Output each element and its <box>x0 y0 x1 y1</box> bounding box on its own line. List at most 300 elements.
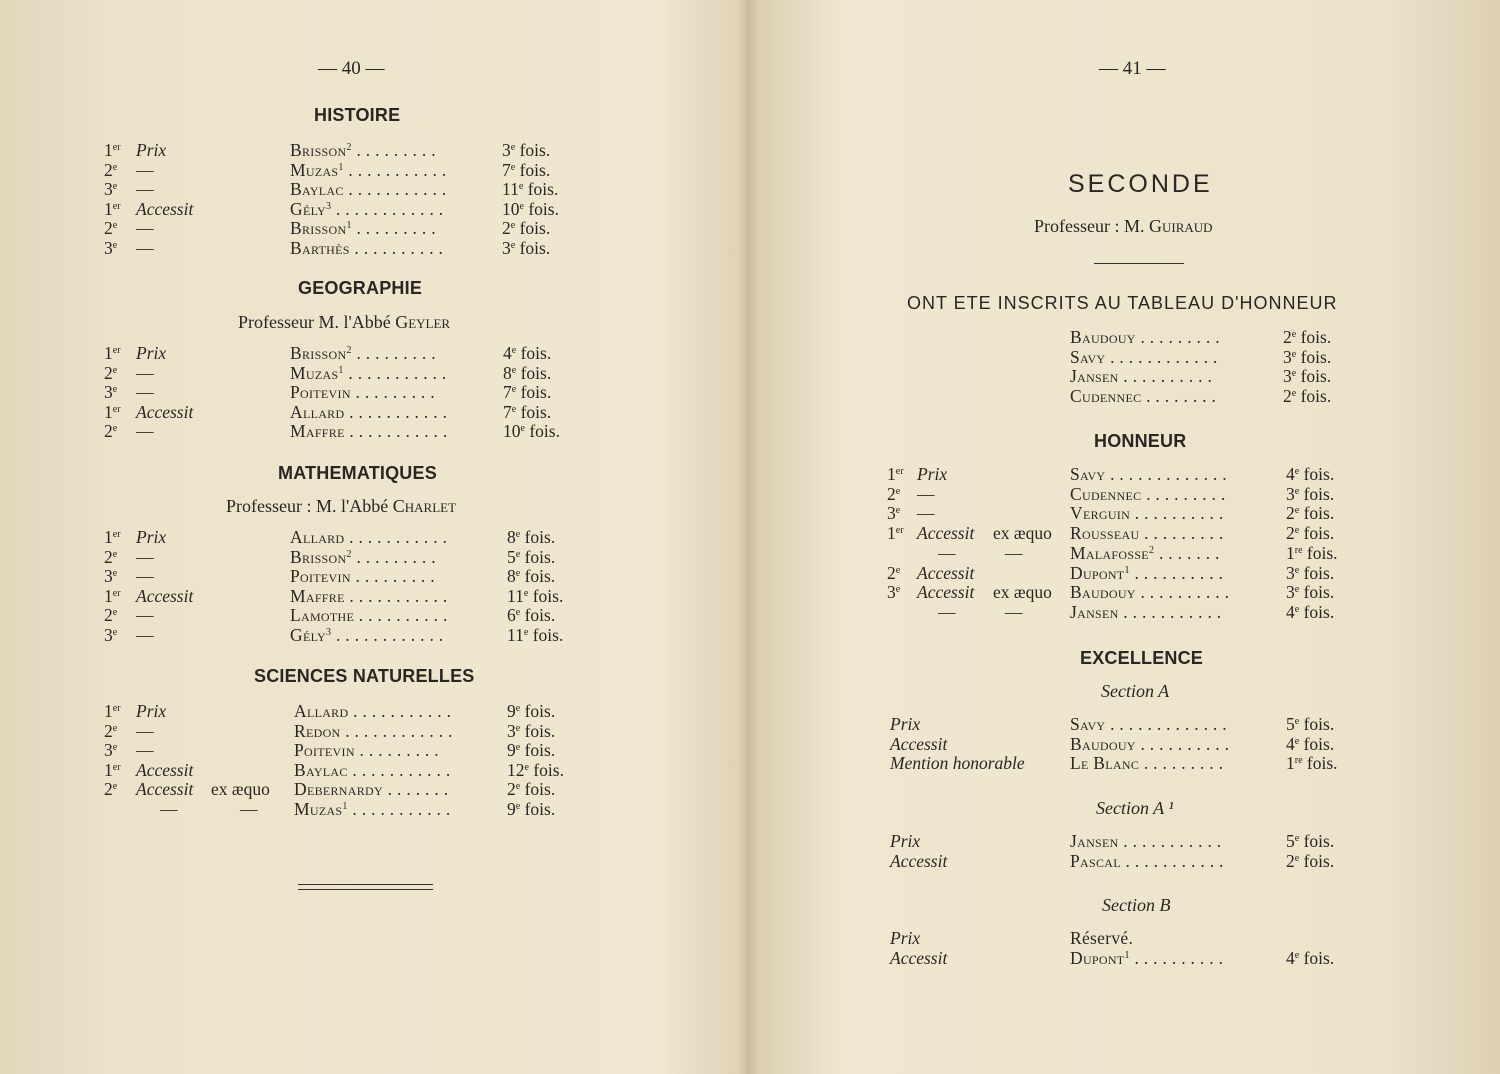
ordinal-suffix: e <box>518 181 524 193</box>
list-item <box>0 740 748 760</box>
dot-leader: . . . . . . . <box>1154 542 1220 563</box>
times-count: 3e fois. <box>1286 483 1335 504</box>
dot-leader: . . . . . . . . . . . <box>343 179 447 200</box>
student-name: Allard . . . . . . . . . . . <box>290 527 448 547</box>
ordinal-suffix: e <box>1294 949 1300 961</box>
footnote-mark: 2 <box>346 345 352 356</box>
student-name: Muzas$^1$ . . . . . . . . . . . <box>290 362 447 383</box>
section-label-a: Section A <box>1101 681 1170 701</box>
list-item <box>0 566 748 586</box>
dot-leader: . . . . . . . . . . <box>1135 733 1230 754</box>
times-count: 2e fois. <box>1286 523 1335 544</box>
student-name: Baudouy . . . . . . . . . . <box>1070 582 1230 603</box>
times-count: 3e fois. <box>1286 562 1335 583</box>
list-item <box>752 523 1500 543</box>
footnote-mark: 1 <box>1124 949 1130 961</box>
dot-leader: . . . . . . . . . . . <box>347 759 451 780</box>
rank-suffix: er <box>112 403 121 415</box>
award-label: — <box>136 238 154 258</box>
list-item <box>752 347 1500 367</box>
list-item <box>0 701 748 721</box>
dot-leader: . . . . . . . . . . <box>1130 503 1224 524</box>
award-label: — <box>136 218 154 239</box>
award-label: Prix <box>136 140 167 160</box>
rank-suffix: e <box>112 722 118 734</box>
rank-number: 2e <box>104 362 118 383</box>
times-count: 4e fois. <box>1286 733 1335 754</box>
footnote-mark: 3 <box>325 627 332 638</box>
rank-suffix: e <box>112 423 118 435</box>
times-count: 3e fois. <box>502 140 551 160</box>
ordinal-suffix: e <box>523 587 529 599</box>
student-name: Baylac . . . . . . . . . . . <box>294 759 451 780</box>
rank-suffix: er <box>112 703 121 714</box>
student-name: Pascal . . . . . . . . . . . <box>1070 850 1224 871</box>
student-name: Poitevin . . . . . . . . . <box>294 740 439 761</box>
footnote-mark: 1 <box>346 220 352 232</box>
dot-leader: . . . . . . . . . . <box>1135 582 1230 603</box>
rank-number: 2e <box>104 779 118 800</box>
times-count: 2e fois. <box>1283 327 1332 347</box>
award-label: Prix <box>136 343 167 363</box>
times-count: 4e fois. <box>1286 947 1335 968</box>
list-item <box>752 602 1500 622</box>
ordinal-suffix: e <box>519 200 524 212</box>
student-name: Redon . . . . . . . . . . . . <box>294 720 453 741</box>
ordinal-suffix: e <box>1294 466 1300 477</box>
list-item <box>752 503 1500 523</box>
dot-leader: . . . . . . . . . . . <box>343 362 447 383</box>
award-label: — <box>938 601 956 622</box>
dot-leader: . . . . . . . . . <box>1139 753 1224 774</box>
award-label: Prix <box>136 527 167 547</box>
dot-leader: . . . . . . . . . . <box>1118 366 1213 387</box>
times-count: 2e fois. <box>1286 503 1335 524</box>
list-item <box>752 563 1500 583</box>
list-item <box>0 199 748 219</box>
award-label: Prix <box>890 831 921 851</box>
rank-suffix: e <box>112 220 118 232</box>
double-rule-top <box>298 884 433 885</box>
dot-leader: . . . . . . . . . . . <box>344 585 448 606</box>
times-count: 9e fois. <box>507 799 556 819</box>
ordinal-suffix: e <box>515 607 521 619</box>
dot-leader: . . . . . . . . . . . <box>344 421 448 442</box>
rank-number: 2e <box>887 562 901 583</box>
ordinal-suffix: e <box>1294 584 1300 596</box>
award-label: — <box>917 503 935 524</box>
dot-leader: . . . . . . . . . . . <box>344 401 448 422</box>
list-item <box>0 382 748 402</box>
student-name: Dupont$^1$ . . . . . . . . . . <box>1070 947 1224 968</box>
award-label: — <box>136 625 154 645</box>
dot-leader: . . . . . . . . . . <box>349 238 444 258</box>
award-label: Prix <box>890 928 921 948</box>
dot-leader: . . . . . . . . . . . <box>343 159 447 180</box>
student-name: Baylac . . . . . . . . . . . <box>290 179 447 200</box>
section-title-mathematiques: MATHEMATIQUES <box>278 463 437 483</box>
footnote-mark: 1 <box>338 161 344 173</box>
rank-suffix: e <box>112 181 118 193</box>
dot-leader: . . . . . . . . . . <box>1129 947 1224 968</box>
rank-suffix: e <box>895 505 901 517</box>
rank-number: 3e <box>887 582 901 603</box>
ordinal-suffix: e <box>515 529 521 540</box>
list-item <box>752 327 1500 347</box>
times-count: 1re fois. <box>1286 753 1338 774</box>
rank-number: 1er <box>887 523 904 544</box>
student-name: Cudennec . . . . . . . . <box>1070 385 1217 406</box>
rank-suffix: er <box>112 529 121 540</box>
dot-leader: . . . . . . . . . . . <box>1118 831 1222 851</box>
rank-suffix: e <box>112 627 118 638</box>
dot-leader: . . . . . . . . . . . . <box>340 720 453 741</box>
student-name: Muzas$^1$ . . . . . . . . . . . <box>294 799 451 819</box>
rank-number: 3e <box>104 566 118 587</box>
student-name: Réservé. <box>1070 928 1134 948</box>
award-label: — <box>136 566 154 587</box>
award-label: Accessit <box>136 779 194 800</box>
professor-name: Charlet <box>392 496 457 516</box>
list-item <box>0 402 748 422</box>
list-item <box>0 625 748 645</box>
student-name: Brisson$^2$ . . . . . . . . . <box>290 140 436 160</box>
ordinal-suffix: e <box>515 703 521 714</box>
separator-rule <box>1094 263 1184 264</box>
list-item <box>0 605 748 625</box>
times-count: 4e fois. <box>1286 464 1335 484</box>
award-label: Accessit <box>917 582 975 603</box>
list-item <box>752 851 1500 871</box>
rank-number: 1er <box>104 343 121 363</box>
ex-aequo-label: — <box>1005 542 1023 563</box>
student-name: Maffre . . . . . . . . . . . <box>290 585 448 606</box>
page-40 <box>0 0 748 1074</box>
dot-leader: . . . . . . . . . . . <box>1118 601 1222 622</box>
ordinal-suffix: e <box>510 161 516 173</box>
times-count: 8e fois. <box>507 566 556 587</box>
rank-suffix: e <box>112 240 118 251</box>
rank-suffix: e <box>112 384 118 396</box>
rank-suffix: er <box>112 345 121 356</box>
student-name: Rousseau . . . . . . . . . <box>1070 523 1224 544</box>
times-count: 9e fois. <box>507 740 556 761</box>
times-count: 7e fois. <box>502 159 551 180</box>
rank-number: 1er <box>104 401 121 422</box>
professor-geographie: Professeur M. l'Abbé Geyler <box>238 312 451 332</box>
times-count: 11e fois. <box>507 585 564 606</box>
award-label: Accessit <box>136 198 194 219</box>
dot-leader: . . . . . . . . . <box>350 566 435 587</box>
ordinal-suffix: e <box>1294 603 1300 615</box>
class-title: SECONDE <box>1068 170 1213 198</box>
award-label: — <box>160 799 178 819</box>
ordinal-suffix: e <box>523 627 529 638</box>
rank-number: 2e <box>104 159 118 180</box>
times-count: 3e fois. <box>502 238 551 258</box>
list-item <box>0 721 748 741</box>
rank-suffix: er <box>895 525 904 537</box>
award-label: Accessit <box>917 523 975 544</box>
student-name: Muzas$^1$ . . . . . . . . . . . <box>290 159 447 180</box>
section-label-a1: Section A ¹ <box>1096 798 1174 818</box>
section-title-honneur: HONNEUR <box>1094 431 1187 451</box>
award-label: Accessit <box>890 733 948 754</box>
student-name: Poitevin . . . . . . . . . <box>290 382 435 403</box>
ordinal-suffix: e <box>1291 348 1297 360</box>
award-label: Accessit <box>917 562 975 583</box>
ordinal-suffix: e <box>510 142 516 153</box>
rank-number: 2e <box>104 720 118 741</box>
ordinal-suffix: re <box>1294 755 1303 767</box>
ordinal-suffix: e <box>1294 564 1300 576</box>
list-item <box>752 366 1500 386</box>
ordinal-suffix: re <box>1294 544 1303 556</box>
award-label: Accessit <box>136 585 194 606</box>
rank-number: 3e <box>104 625 118 645</box>
dot-leader: . . . . . . . . . <box>354 740 439 761</box>
footnote-mark: 3 <box>325 200 332 212</box>
list-item <box>752 484 1500 504</box>
dot-leader: . . . . . . . . . . . . . <box>1105 714 1227 734</box>
ordinal-suffix: e <box>1294 833 1300 844</box>
times-count: 10e fois. <box>503 421 560 442</box>
ex-aequo-label: — <box>240 799 258 819</box>
student-name: Poitevin . . . . . . . . . <box>290 566 435 587</box>
dot-leader: . . . . . . . . . <box>351 343 436 363</box>
dot-leader: . . . . . . . . . . . . <box>331 198 444 219</box>
rank-suffix: e <box>112 161 118 173</box>
student-name: Savy . . . . . . . . . . . . . <box>1070 464 1227 484</box>
footnote-mark: 1 <box>338 364 344 376</box>
dot-leader: . . . . . . . . . <box>1141 483 1226 504</box>
student-name: Cudennec . . . . . . . . . <box>1070 483 1226 504</box>
list-item <box>0 760 748 780</box>
footnote-mark: 2 <box>1148 544 1155 556</box>
list-item <box>0 343 748 363</box>
footnote-mark: 2 <box>346 142 352 153</box>
rank-suffix: e <box>895 584 901 596</box>
rank-number: 1er <box>104 759 121 780</box>
award-label: — <box>917 483 935 504</box>
award-label: — <box>136 382 154 403</box>
dot-leader: . . . . . . . . . <box>351 140 436 160</box>
dot-leader: . . . . . . . . . . . . <box>1105 346 1218 367</box>
ordinal-suffix: e <box>510 240 516 251</box>
times-count: 3e fois. <box>1283 366 1332 387</box>
award-label: Accessit <box>136 759 194 780</box>
dot-leader: . . . . . . . . . <box>1135 327 1220 347</box>
dot-leader: . . . . . . . . . . . <box>344 527 448 547</box>
times-count: 12e fois. <box>507 759 564 780</box>
ordinal-suffix: e <box>1291 329 1297 340</box>
times-count: 10e fois. <box>502 198 559 219</box>
times-count: 2e fois. <box>1286 850 1335 871</box>
rank-number: 2e <box>104 421 118 442</box>
rank-suffix: er <box>112 761 121 773</box>
section-title-sciences-naturelles: SCIENCES NATURELLES <box>254 666 475 686</box>
times-count: 5e fois. <box>1286 831 1335 851</box>
list-item <box>0 160 748 180</box>
list-item <box>752 543 1500 563</box>
student-name: Malafosse$^2$ . . . . . . . <box>1070 542 1220 563</box>
award-label: — <box>938 542 956 563</box>
section-label-b: Section B <box>1102 895 1171 915</box>
student-name: Jansen . . . . . . . . . . <box>1070 366 1213 387</box>
list-item <box>0 547 748 567</box>
award-label: Accessit <box>890 947 948 968</box>
footnote-mark: 1 <box>342 801 348 812</box>
ex-aequo-label: ex æquo <box>211 779 270 800</box>
student-name: Baudouy . . . . . . . . . <box>1070 327 1220 347</box>
honor-roll-title: ONT ETE INSCRITS AU TABLEAU D'HONNEUR <box>907 293 1338 313</box>
ordinal-suffix: e <box>1294 716 1300 727</box>
times-count: 3e fois. <box>1283 346 1332 367</box>
rank-number: 1er <box>104 585 121 606</box>
dot-leader: . . . . . . . . . . . . . <box>1105 464 1227 484</box>
times-count: 4e fois. <box>503 343 552 363</box>
award-label: — <box>136 605 154 626</box>
times-count: 7e fois. <box>503 382 552 403</box>
rank-number: 3e <box>104 740 118 761</box>
dot-leader: . . . . . . . . . <box>351 218 436 239</box>
dot-leader: . . . . . . . <box>382 779 449 800</box>
rank-suffix: e <box>112 607 118 619</box>
student-name: Barthès . . . . . . . . . . <box>290 238 444 258</box>
ordinal-suffix: e <box>1294 485 1300 497</box>
footnote-mark: 1 <box>1124 564 1130 576</box>
times-count: 7e fois. <box>503 401 552 422</box>
award-label: — <box>136 720 154 741</box>
dot-leader: . . . . . . . . . <box>351 546 436 567</box>
times-count: 9e fois. <box>507 701 556 721</box>
student-name: Lamothe . . . . . . . . . . <box>290 605 448 626</box>
list-item <box>0 238 748 258</box>
award-label: Mention honorable <box>890 753 1025 774</box>
list-item <box>752 582 1500 602</box>
award-label: — <box>136 159 154 180</box>
student-name: Jansen . . . . . . . . . . . <box>1070 831 1222 851</box>
rank-number: 1er <box>104 527 121 547</box>
dot-leader: . . . . . . . . . . . <box>1120 850 1224 871</box>
dot-leader: . . . . . . . . <box>1141 385 1217 406</box>
ordinal-suffix: e <box>1294 735 1300 747</box>
rank-number: 1er <box>887 464 904 484</box>
ordinal-suffix: e <box>1294 505 1300 517</box>
rank-number: 2e <box>104 605 118 626</box>
list-item <box>0 179 748 199</box>
student-name: Brisson$^2$ . . . . . . . . . <box>290 343 436 363</box>
professor-name: Guiraud <box>1149 216 1213 236</box>
rank-suffix: e <box>112 781 118 793</box>
student-name: Verguin . . . . . . . . . . <box>1070 503 1224 524</box>
times-count: 11e fois. <box>507 625 564 645</box>
professor-mathematiques: Professeur : M. l'Abbé Charlet <box>226 496 457 516</box>
times-count: 3e fois. <box>507 720 556 741</box>
times-count: 3e fois. <box>1286 582 1335 603</box>
ex-aequo-label: — <box>1005 601 1023 622</box>
list-item <box>0 140 748 160</box>
ordinal-suffix: e <box>515 781 521 793</box>
list-item <box>0 363 748 383</box>
rank-suffix: e <box>112 364 118 376</box>
student-name: Savy . . . . . . . . . . . . . <box>1070 714 1227 734</box>
rank-suffix: e <box>112 742 118 754</box>
ordinal-suffix: e <box>1291 368 1297 380</box>
ordinal-suffix: e <box>515 568 521 580</box>
dot-leader: . . . . . . . . . . <box>354 605 448 626</box>
award-label: Accessit <box>890 850 948 871</box>
rank-suffix: er <box>112 200 121 212</box>
list-item <box>0 527 748 547</box>
list-item <box>752 734 1500 754</box>
professor-name: Geyler <box>395 312 451 332</box>
award-label: Prix <box>917 464 948 484</box>
student-name: Jansen . . . . . . . . . . . <box>1070 601 1222 622</box>
ordinal-suffix: e <box>511 345 517 356</box>
ordinal-suffix: e <box>511 384 517 396</box>
ordinal-suffix: e <box>1291 387 1297 399</box>
list-item <box>0 421 748 441</box>
student-name: Gély$^3$ . . . . . . . . . . . . <box>290 198 444 219</box>
list-item <box>0 799 748 819</box>
rank-suffix: e <box>895 485 901 497</box>
section-title-histoire: HISTOIRE <box>314 105 401 125</box>
student-name: Allard . . . . . . . . . . . <box>294 701 452 721</box>
rank-number: 1er <box>104 198 121 219</box>
ex-aequo-label: ex æquo <box>993 523 1052 544</box>
award-label: — <box>136 179 154 200</box>
page-number: — 40 — <box>318 58 385 79</box>
ordinal-suffix: e <box>515 801 521 812</box>
list-item <box>752 831 1500 851</box>
rank-number: 2e <box>104 546 118 567</box>
ordinal-suffix: e <box>515 548 521 560</box>
award-label: — <box>136 362 154 383</box>
dot-leader: . . . . . . . . . <box>1139 523 1224 544</box>
rank-suffix: er <box>895 466 904 477</box>
ordinal-suffix: e <box>1294 525 1300 537</box>
student-name: Le Blanc . . . . . . . . . <box>1070 753 1224 774</box>
rank-number: 2e <box>104 218 118 239</box>
list-item <box>752 928 1500 948</box>
dot-leader: . . . . . . . . . <box>350 382 435 403</box>
student-name: Brisson$^2$ . . . . . . . . . <box>290 546 436 567</box>
section-title-geographie: GEOGRAPHIE <box>298 278 423 298</box>
ex-aequo-label: ex æquo <box>993 582 1052 603</box>
footnote-mark: 2 <box>346 548 352 560</box>
times-count: 5e fois. <box>507 546 556 567</box>
award-label: — <box>136 546 154 567</box>
list-item <box>752 948 1500 968</box>
times-count: 4e fois. <box>1286 601 1335 622</box>
times-count: 11e fois. <box>502 179 559 200</box>
rank-number: 3e <box>104 382 118 403</box>
list-item <box>752 386 1500 406</box>
double-rule-bottom <box>298 889 433 890</box>
award-label: Prix <box>136 701 167 721</box>
dot-leader: . . . . . . . . . . . <box>348 701 452 721</box>
rank-number: 1er <box>104 140 121 160</box>
student-name: Brisson$^1$ . . . . . . . . . <box>290 218 436 239</box>
ordinal-suffix: e <box>511 364 517 376</box>
professor-seconde: Professeur : M. Guiraud <box>1034 216 1213 236</box>
times-count: 5e fois. <box>1286 714 1335 734</box>
rank-suffix: e <box>112 568 118 580</box>
times-count: 2e fois. <box>502 218 551 239</box>
page-41 <box>752 0 1500 1074</box>
rank-number: 3e <box>104 238 118 258</box>
